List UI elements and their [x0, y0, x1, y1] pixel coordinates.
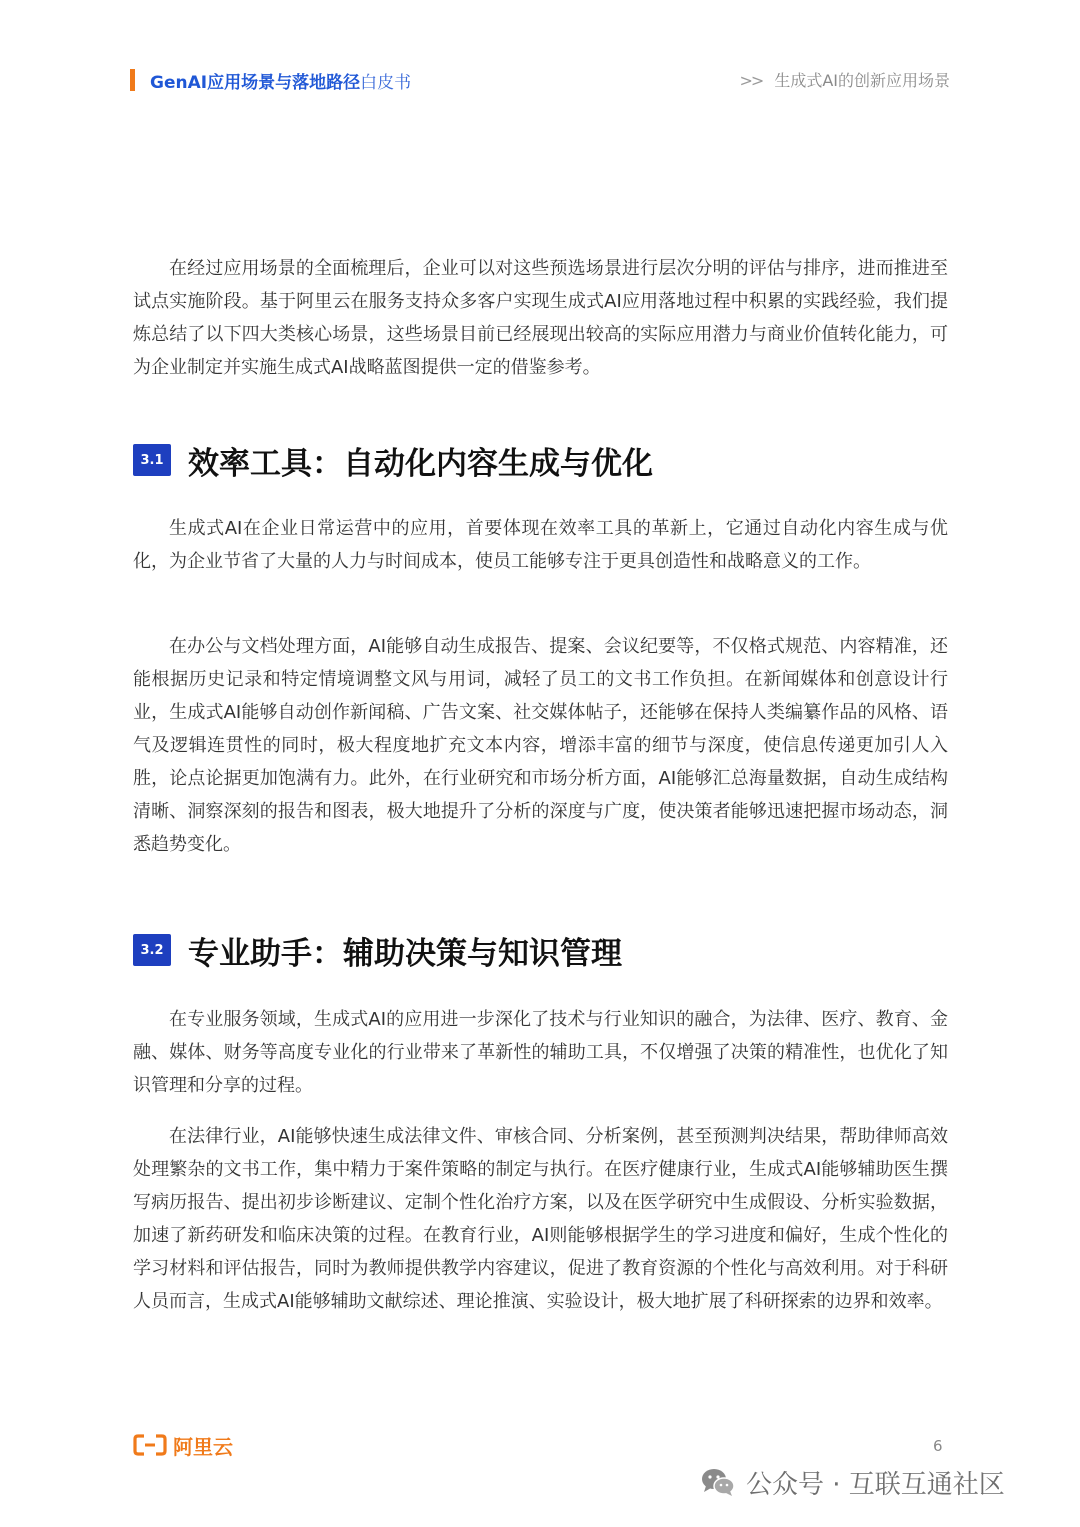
section-3-1-paragraph-1: 生成式AI在企业日常运营中的应用，首要体现在效率工具的革新上，它通过自动化内容生成与优化，为企业节省了大量的人力与时间成本，使员工能够专注于更具创造性和战略意义的工作。	[133, 518, 948, 572]
section-number-badge: 3.2	[133, 934, 171, 966]
chevron-right-icon: >>	[739, 71, 763, 90]
document-title-main: GenAI应用场景与落地路径	[150, 73, 361, 93]
header-accent-bar	[130, 69, 135, 91]
section-heading-3-1	[133, 435, 653, 485]
chapter-label-text: 生成式AI的创新应用场景	[774, 71, 950, 90]
page-number: 6	[933, 1437, 943, 1455]
section-number-badge: 3.1	[133, 444, 171, 476]
page-header	[130, 66, 950, 96]
section-3-1-paragraph-2: 在办公与文档处理方面，AI能够自动生成报告、提案、会议纪要等，不仅格式规范、内容精准，还能根据历史记录和特定情境调整文风与用词，减轻了员工的文书工作负担。在新闻媒体和创意设计行业，生成式AI能够自动创作新闻稿、广告文案、社交媒体帖子，还能够在保持人类编纂作品的风格、语气及逻辑连贯性的同时，极大程度地扩充文本内容，增添丰富的细节与深度，使信息传递更加引人入胜，论点论据更加饱满有力。此外，在行业研究和市场分析方面，AI能够汇总海量数据，自动生成结构清晰、洞察深刻的报告和图表，极大地提升了分析的深度与广度，使决策者能够迅速把握市场动态，洞悉趋势变化。	[133, 636, 948, 855]
aliyun-logo	[133, 1432, 233, 1458]
watermark-text: 公众号 · 互联互通社区	[746, 1469, 1005, 1500]
document-title	[150, 68, 411, 93]
aliyun-logo-icon	[133, 1434, 167, 1456]
section-title: 效率工具：自动化内容生成与优化	[188, 445, 653, 482]
intro-paragraph: 在经过应用场景的全面梳理后，企业可以对这些预选场景进行层次分明的评估与排序，进而推进至试点实施阶段。基于阿里云在服务支持众多客户实现生成式AI应用落地过程中积累的实践经验，我们提炼总结了以下四大类核心场景，这些场景目前已经展现出较高的实际应用潜力与商业价值转化能力，可为企业制定并实施生成式AI战略蓝图提供一定的借鉴参考。	[133, 258, 948, 378]
wechat-icon	[700, 1466, 736, 1498]
section-title: 专业助手：辅助决策与知识管理	[188, 935, 622, 972]
wechat-watermark	[700, 1462, 1005, 1502]
section-3-2-paragraph-2: 在法律行业，AI能够快速生成法律文件、审核合同、分析案例，甚至预测判决结果，帮助律师高效处理繁杂的文书工作，集中精力于案件策略的制定与执行。在医疗健康行业，生成式AI能够辅助医生撰写病历报告、提出初步诊断建议、定制个性化治疗方案，以及在医学研究中生成假设、分析实验数据，加速了新药研发和临床决策的过程。在教育行业，AI则能够根据学生的学习进度和偏好，生成个性化的学习材料和评估报告，同时为教师提供教学内容建议，促进了教育资源的个性化与高效利用。对于科研人员而言，生成式AI能够辅助文献综述、理论推演、实验设计，极大地扩展了科研探索的边界和效率。	[133, 1126, 948, 1312]
section-heading-3-2	[133, 925, 622, 975]
document-title-suffix: 白皮书	[360, 73, 412, 93]
section-3-2-paragraph-1: 在专业服务领域，生成式AI的应用进一步深化了技术与行业知识的融合，为法律、医疗、教育、金融、媒体、财务等高度专业化的行业带来了革新性的辅助工具，不仅增强了决策的精准性，也优化了知识管理和分享的过程。	[133, 1009, 948, 1096]
aliyun-logo-text: 阿里云	[173, 1434, 233, 1459]
chapter-label	[740, 68, 950, 91]
